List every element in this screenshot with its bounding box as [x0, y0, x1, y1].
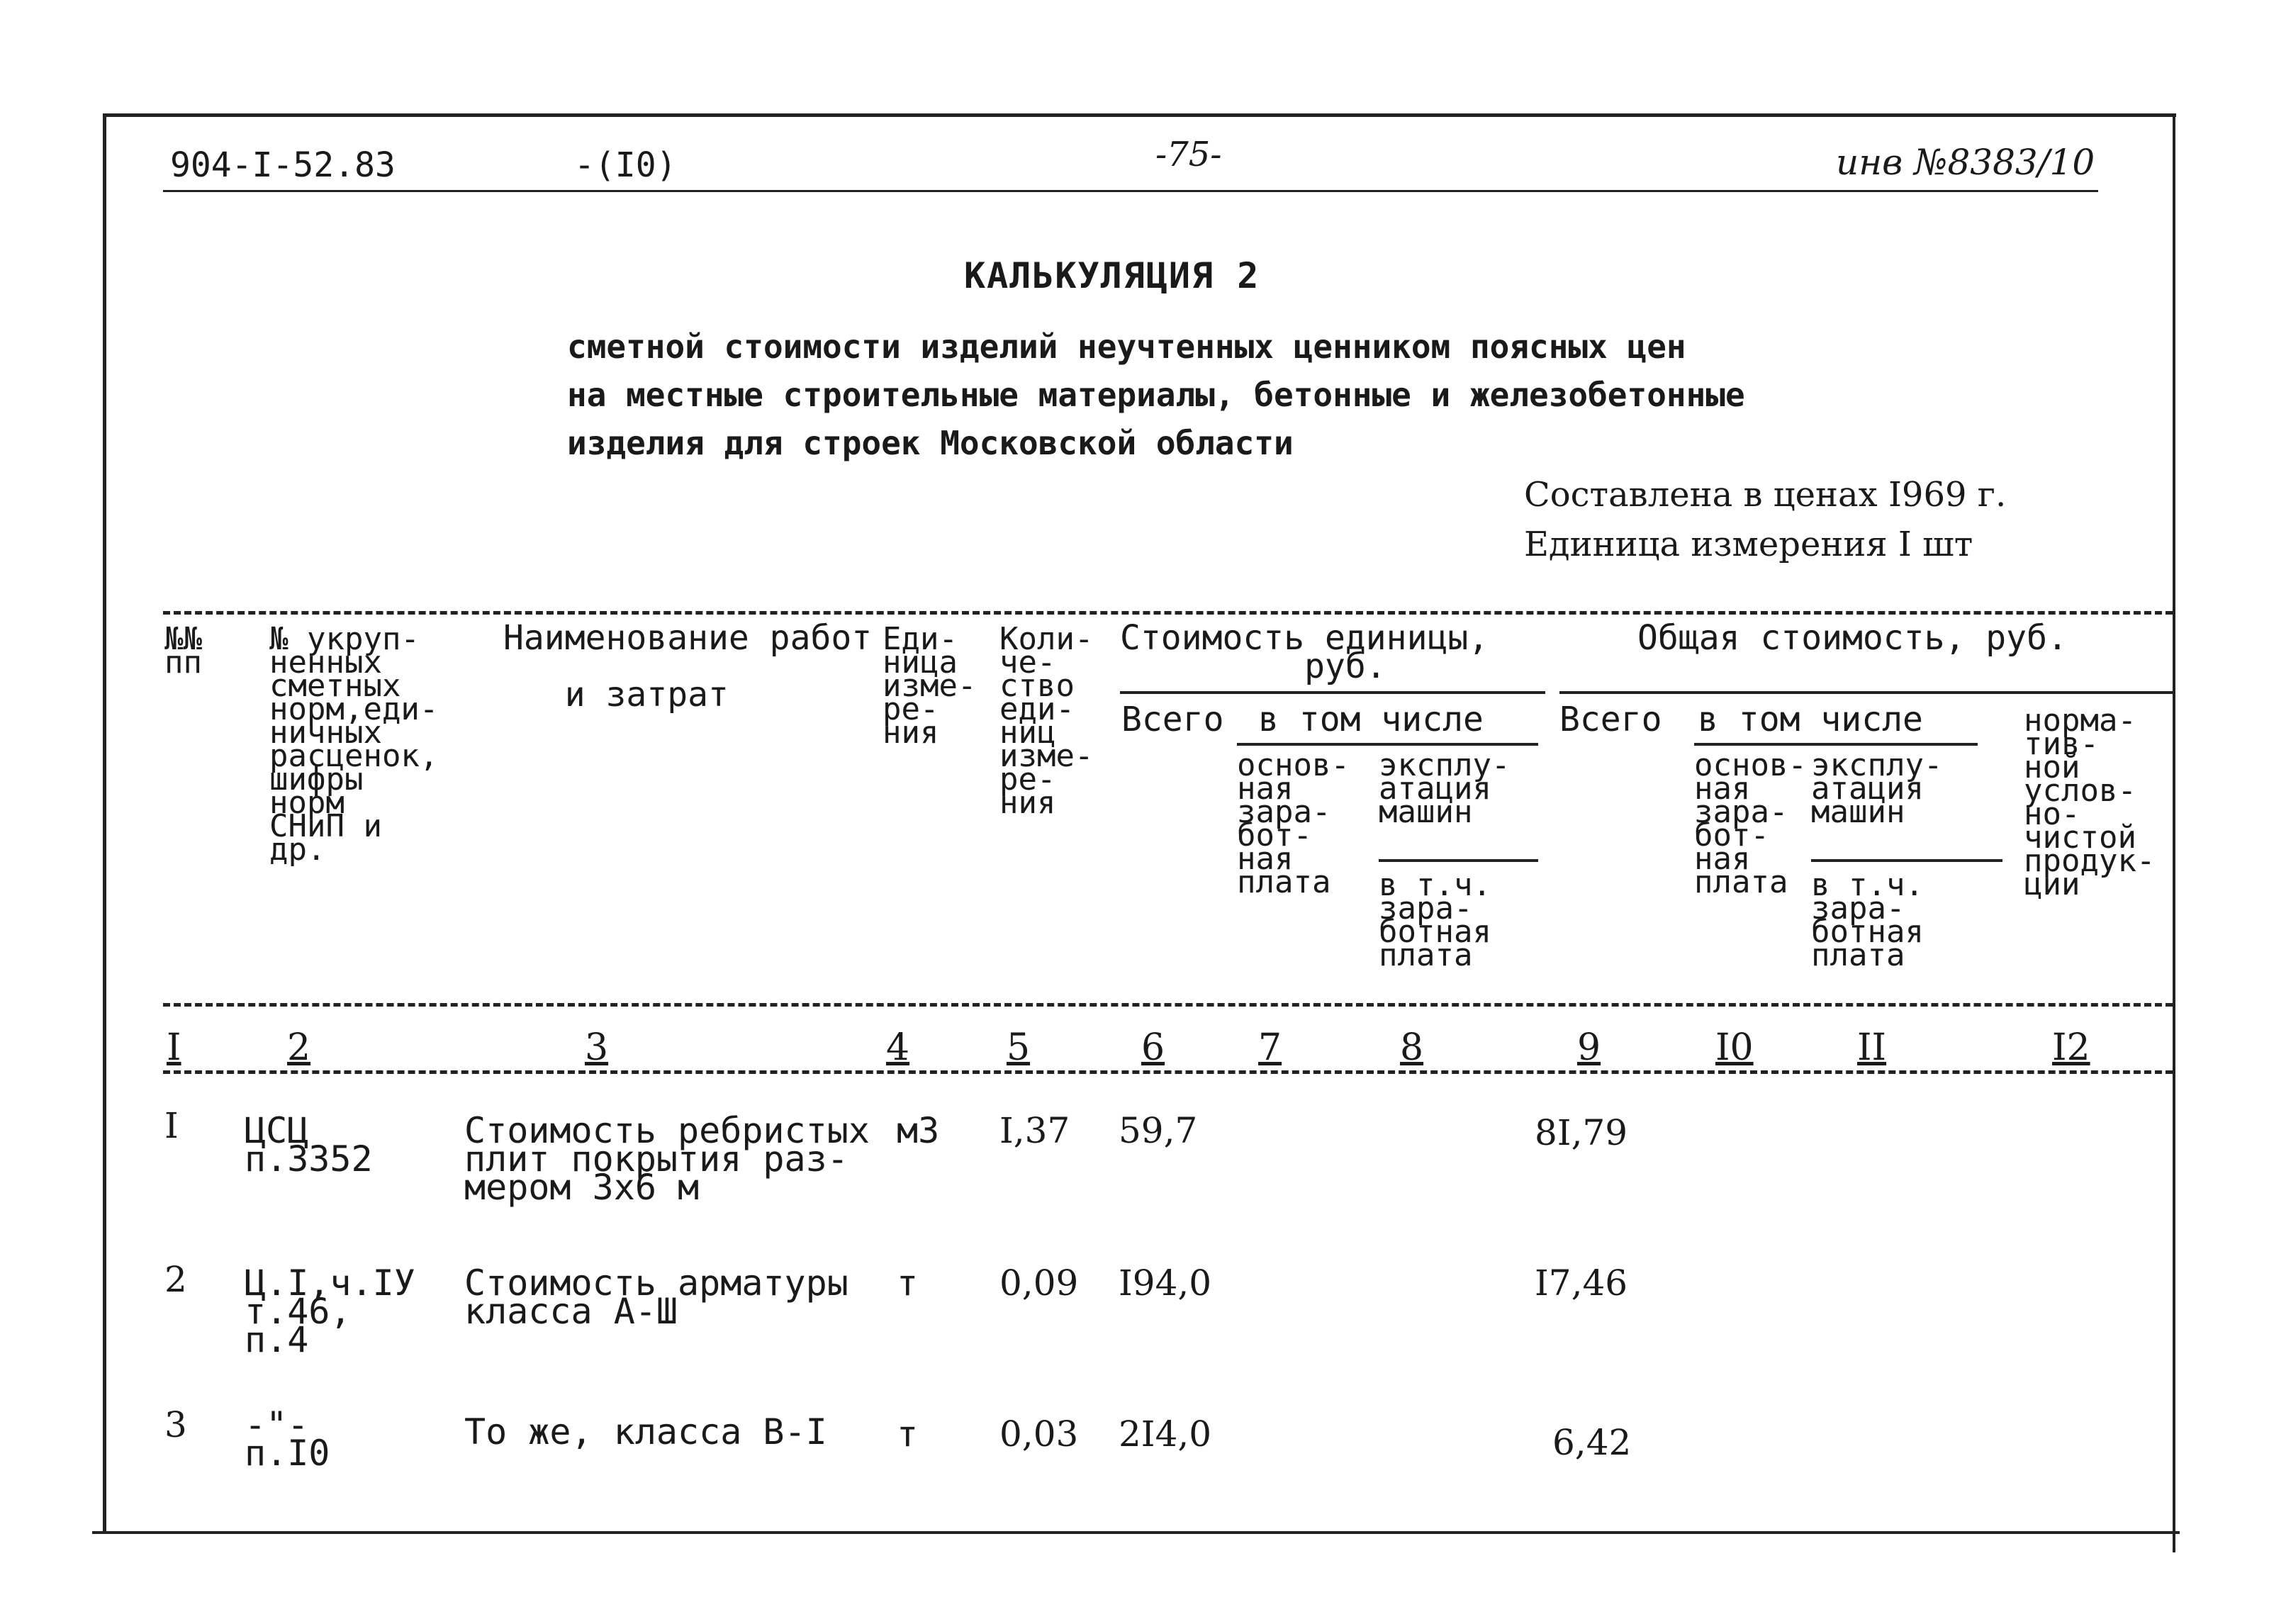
- col-unit-total-header: Всего: [1121, 700, 1224, 739]
- page-number: -75-: [1155, 135, 1222, 174]
- row-2-quantity: 0,09: [999, 1262, 1079, 1304]
- document-title: КАЛЬКУЛЯЦИЯ 2: [964, 255, 1260, 296]
- row-1-norm-code: ЦСЦ п.3352: [245, 1110, 373, 1180]
- subtitle-line-3: изделия для строек Московской области: [567, 424, 1294, 462]
- row-1-work-name: Стоимость ребристых плит покрытия раз- мером 3х6 м: [464, 1110, 870, 1208]
- row-2-work-name: Стоимость арматуры класса А-Ш: [464, 1262, 848, 1332]
- row-3-norm-code: -"- п.I0: [245, 1404, 330, 1474]
- header-bottom-rule: [163, 1003, 2173, 1007]
- column-number: 9: [1577, 1026, 1601, 1069]
- row-1-unit: м3: [897, 1110, 940, 1151]
- exploit-2-header: эксплу- атация машин: [1811, 747, 1943, 830]
- column-number: I: [167, 1026, 181, 1069]
- column-number: 2: [287, 1026, 311, 1069]
- subtitle-line-1: сметной стоимости изделий неучтенных ценником поясных цен: [567, 327, 1686, 366]
- exploit-2-rule: [1811, 859, 2002, 862]
- col-quantity-header: Коли- че- ство еди- ниц изме- ре- ния: [999, 621, 1094, 821]
- row-2-unit: т: [897, 1262, 919, 1304]
- row-3-work-name: То же, класса В-I: [464, 1411, 827, 1452]
- measurement-unit: Единица измерения I шт: [1524, 525, 1973, 564]
- section-number: -(I0): [574, 145, 677, 185]
- row-2-norm-code: Ц.I,ч.IУ т.46, п.4: [245, 1262, 415, 1360]
- price-basis: Составлена в ценах I969 г.: [1524, 475, 2007, 515]
- col-normative-production-header: норма- тив- ной услов- но- чистой продук- ции: [2024, 702, 2156, 902]
- in-total-2-header: в том числе: [1698, 700, 1923, 739]
- row-1-grand-total: 8I,79: [1535, 1112, 1628, 1153]
- row-3-number: 3: [164, 1404, 187, 1445]
- column-number: 6: [1141, 1026, 1165, 1069]
- column-number: 4: [886, 1026, 910, 1069]
- col-unit-machine-salary-header: в т.ч. зара- ботная плата: [1379, 867, 1491, 973]
- row-1-number: I: [164, 1105, 179, 1146]
- row-3-unit: т: [897, 1413, 919, 1455]
- col-norm-code-header: № укруп- ненных сметных норм,еди- ничных расценок, шифры норм СНиП и др.: [269, 621, 439, 868]
- column-number: 7: [1258, 1026, 1282, 1069]
- col-grand-total-header: Всего: [1559, 700, 1662, 739]
- in-total-1-header: в том числе: [1258, 700, 1484, 739]
- exploit-1-rule: [1379, 859, 1538, 862]
- col-unit-base-salary-header: основ- ная зара- бот- ная плата: [1237, 747, 1350, 900]
- column-numbers-rule: [163, 1070, 2173, 1074]
- in-total-1-rule: [1237, 743, 1538, 746]
- column-number: 3: [585, 1026, 609, 1069]
- frame-top-line: [103, 113, 2176, 117]
- row-3-unit-total: 2I4,0: [1119, 1413, 1212, 1455]
- total-cost-header: Общая стоимость, руб.: [1637, 618, 2068, 658]
- in-total-2-rule: [1694, 743, 1978, 746]
- row-1-quantity: I,37: [999, 1110, 1070, 1151]
- exploit-1-header: эксплу- атация машин: [1379, 747, 1511, 830]
- col-total-machine-salary-header: в т.ч. зара- ботная плата: [1811, 867, 1924, 973]
- row-2-unit-total: I94,0: [1119, 1262, 1212, 1304]
- row-2-number: 2: [164, 1259, 187, 1300]
- column-number: I2: [2052, 1026, 2090, 1069]
- row-3-quantity: 0,03: [999, 1413, 1079, 1455]
- col-name-header: Наименование работ и затрат: [503, 618, 873, 715]
- subtitle-line-2: на местные строительные материалы, бетонные и железобетонные: [567, 376, 1745, 414]
- column-number: 5: [1007, 1026, 1031, 1069]
- frame-left-line: [103, 113, 106, 1531]
- column-number: I0: [1715, 1026, 1754, 1069]
- table-top-rule: [163, 611, 2173, 615]
- col-unit-header: Еди- ница изме- ре- ния: [883, 621, 977, 751]
- document-code: 904-I-52.83: [170, 145, 396, 185]
- total-cost-rule: [1559, 691, 2173, 694]
- unit-cost-rule: [1120, 691, 1545, 694]
- row-1-unit-total: 59,7: [1119, 1110, 1198, 1151]
- row-2-grand-total: I7,46: [1535, 1262, 1628, 1304]
- frame-bottom-line: [92, 1531, 2180, 1534]
- col-total-base-salary-header: основ- ная зара- бот- ная плата: [1694, 747, 1807, 900]
- unit-cost-header: Стоимость единицы, руб.: [1120, 618, 1489, 686]
- column-number: II: [1857, 1026, 1887, 1069]
- header-underline: [163, 190, 2098, 192]
- row-3-grand-total: 6,42: [1552, 1422, 1632, 1463]
- col-row-number-header: №№ пп: [164, 621, 202, 681]
- frame-right-line: [2173, 117, 2175, 1552]
- column-number: 8: [1400, 1026, 1424, 1069]
- inventory-number: инв №8383/10: [1836, 142, 2095, 183]
